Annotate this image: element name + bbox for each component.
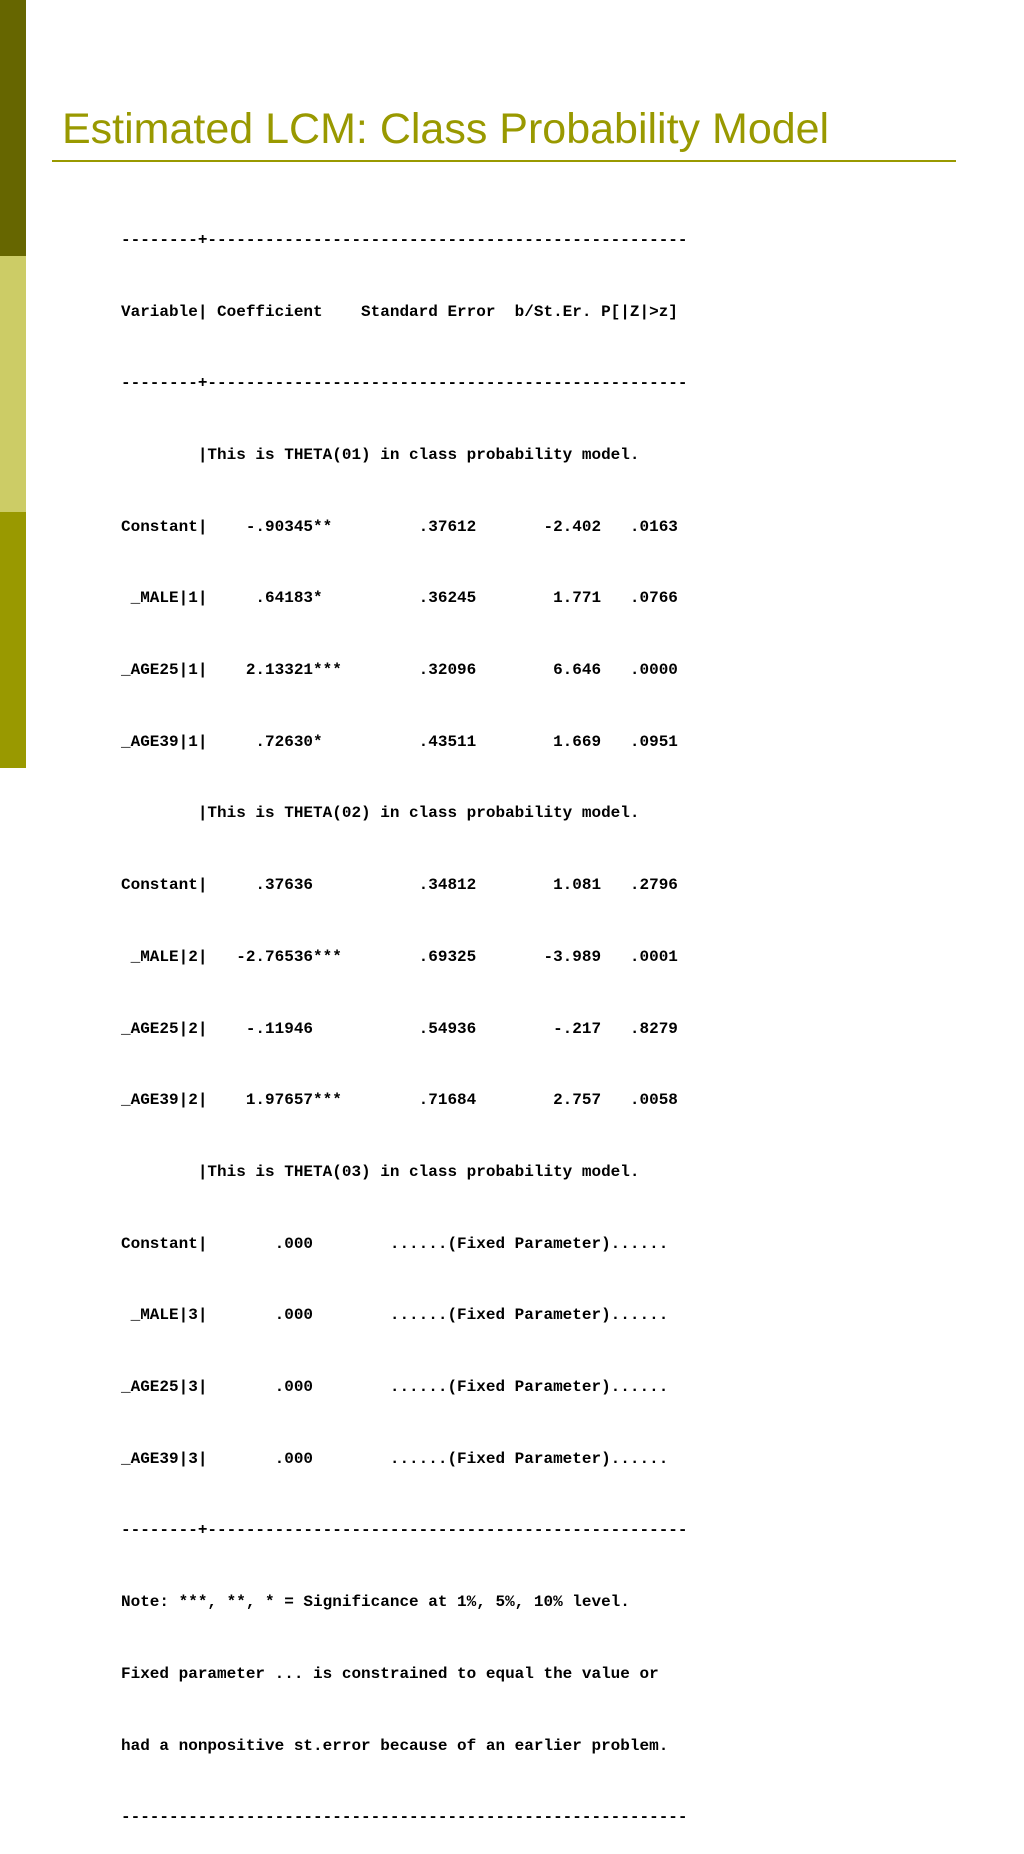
output-line: _AGE25|2| -.11946 .54936 -.217 .8279 bbox=[121, 1019, 678, 1038]
output-line: Constant| -.90345** .37612 -2.402 .0163 bbox=[121, 517, 678, 536]
output-line: _AGE25|3| .000 ......(Fixed Parameter)...... bbox=[121, 1378, 669, 1397]
output-line: --------+-------------------------------------------------- bbox=[121, 374, 688, 393]
output-line: _MALE|2| -2.76536*** .69325 -3.989 .0001 bbox=[121, 947, 678, 966]
sidebar-block-middle bbox=[0, 256, 26, 512]
output-line: |This is THETA(03) in class probability model. bbox=[121, 1162, 640, 1181]
regression-output bbox=[121, 181, 688, 1854]
output-line: Note: ***, **, * = Significance at 1%, 5%, 10% level. bbox=[121, 1593, 630, 1612]
output-line: Variable| Coefficient Standard Error b/St.Er. P[|Z|>z] bbox=[121, 302, 678, 321]
sidebar-block-bottom bbox=[0, 512, 26, 768]
output-line: _AGE39|3| .000 ......(Fixed Parameter)...... bbox=[121, 1449, 669, 1468]
output-line: |This is THETA(02) in class probability model. bbox=[121, 804, 640, 823]
output-line: _AGE39|1| .72630* .43511 1.669 .0951 bbox=[121, 732, 678, 751]
output-line: |This is THETA(01) in class probability model. bbox=[121, 445, 640, 464]
output-line: Fixed parameter ... is constrained to equal the value or bbox=[121, 1664, 659, 1683]
output-line: Constant| .000 ......(Fixed Parameter)...... bbox=[121, 1234, 669, 1253]
output-line: --------+-------------------------------------------------- bbox=[121, 230, 688, 249]
output-line: _MALE|1| .64183* .36245 1.771 .0766 bbox=[121, 589, 678, 608]
output-line: ----------------------------------------------------------- bbox=[121, 1808, 688, 1827]
output-line: had a nonpositive st.error because of an earlier problem. bbox=[121, 1736, 669, 1755]
output-line: _AGE39|2| 1.97657*** .71684 2.757 .0058 bbox=[121, 1091, 678, 1110]
slide-title: Estimated LCM: Class Probability Model bbox=[62, 105, 830, 153]
sidebar-decoration bbox=[0, 0, 26, 768]
title-underline bbox=[52, 160, 956, 162]
output-line: _MALE|3| .000 ......(Fixed Parameter)...... bbox=[121, 1306, 669, 1325]
output-line: Constant| .37636 .34812 1.081 .2796 bbox=[121, 876, 678, 895]
output-line: _AGE25|1| 2.13321*** .32096 6.646 .0000 bbox=[121, 661, 678, 680]
sidebar-block-top bbox=[0, 0, 26, 256]
output-line: --------+-------------------------------------------------- bbox=[121, 1521, 688, 1540]
